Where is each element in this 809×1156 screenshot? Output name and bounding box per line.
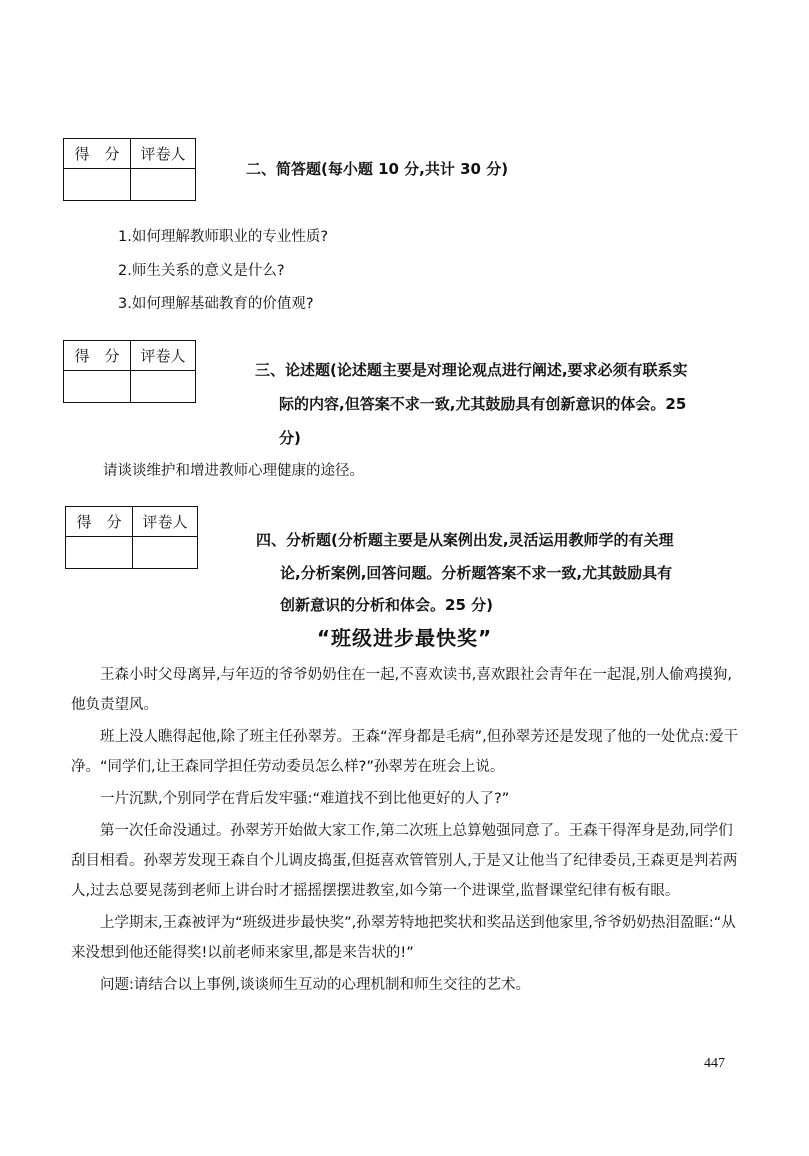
score-cell[interactable] bbox=[64, 169, 131, 201]
case-paragraph-4: 第一次任命没通过。孙翠芳开始做大家工作,第二次班上总算勉强同意了。王森干得浑身是劲,同学们刮目相看。孙翠芳发现王森自个儿调皮捣蛋,但挺喜欢管管别人,于是又让他当了纪律委员,王森更是判若两人,过去总要晃荡到老师上讲台时才摇摇摆摆进教室,如今第一个进课堂,监督课堂纪律有板有眼。 bbox=[71, 823, 738, 899]
score-header: 得 分 bbox=[64, 341, 131, 371]
section3-prompt: 请谈谈维护和增进教师心理健康的途径。 bbox=[103, 463, 364, 479]
score-cell[interactable] bbox=[64, 371, 131, 403]
section4-title-line2: 论,分析案例,回答问题。分析题答案不求一致,尤其鼓励具有 bbox=[280, 564, 673, 582]
grader-cell[interactable] bbox=[131, 371, 196, 403]
section4-title-line1: 四、分析题(分析题主要是从案例出发,灵活运用教师学的有关理 bbox=[256, 531, 674, 549]
grader-header: 评卷人 bbox=[131, 139, 196, 169]
case-paragraph-5: 上学期末,王森被评为“班级进步最快奖”,孙翠芳特地把奖状和奖品送到他家里,爷爷奶奶热泪盈眶:“从来没想到他还能得奖!以前老师来家里,都是来告状的!” bbox=[71, 915, 736, 961]
question-1: 1.如何理解教师职业的专业性质? bbox=[118, 229, 329, 245]
score-header: 得 分 bbox=[64, 139, 131, 169]
grader-cell[interactable] bbox=[133, 537, 198, 569]
grader-header: 评卷人 bbox=[131, 341, 196, 371]
question-2: 2.师生关系的意义是什么? bbox=[118, 263, 285, 279]
question-3: 3.如何理解基础教育的价值观? bbox=[118, 296, 314, 312]
section4-title-line3: 创新意识的分析和体会。25 分) bbox=[280, 596, 493, 614]
score-box-3 bbox=[65, 506, 198, 569]
case-question: 问题:请结合以上事例,谈谈师生互动的心理机制和师生交往的艺术。 bbox=[100, 977, 530, 993]
score-box-1 bbox=[63, 138, 196, 201]
grader-cell[interactable] bbox=[131, 169, 196, 201]
score-box-2 bbox=[63, 340, 196, 403]
score-header: 得 分 bbox=[66, 507, 133, 537]
grader-header: 评卷人 bbox=[133, 507, 198, 537]
case-body bbox=[71, 660, 743, 1002]
section3-title-line1: 三、论述题(论述题主要是对理论观点进行阐述,要求必须有联系实 bbox=[255, 361, 688, 379]
case-paragraph-1: 王森小时父母离异,与年迈的爷爷奶奶住在一起,不喜欢读书,喜欢跟社会青年在一起混,别人偷鸡摸狗,他负责望风。 bbox=[71, 667, 733, 713]
case-title: “班级进步最快奖” bbox=[316, 626, 493, 650]
section3-title-line3: 分) bbox=[279, 429, 301, 447]
case-paragraph-2: 班上没人瞧得起他,除了班主任孙翠芳。王森“浑身都是毛病”,但孙翠芳还是发现了他的一处优点:爱干净。“同学们,让王森同学担任劳动委员怎么样?”孙翠芳在班会上说。 bbox=[71, 729, 739, 775]
case-paragraph-3: 一片沉默,个别同学在背后发牢骚:“难道找不到比他更好的人了?” bbox=[100, 791, 510, 807]
section3-title-line2: 际的内容,但答案不求一致,尤其鼓励具有创新意识的体会。25 bbox=[279, 395, 687, 413]
section2-title: 二、简答题(每小题 10 分,共计 30 分) bbox=[246, 160, 509, 178]
score-cell[interactable] bbox=[66, 537, 133, 569]
page-number: 447 bbox=[704, 1056, 725, 1071]
